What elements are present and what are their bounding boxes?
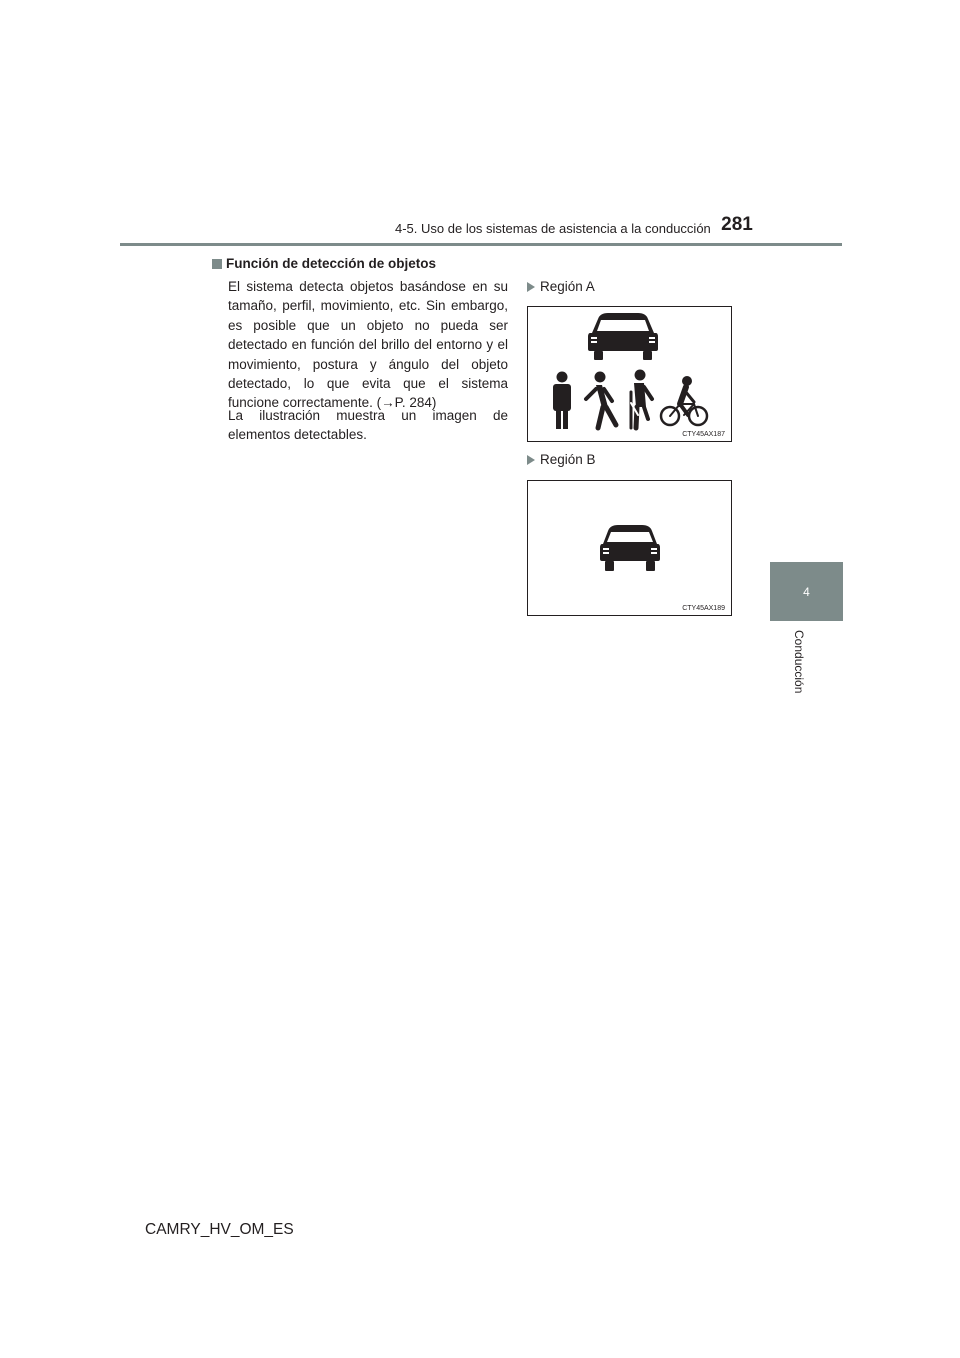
figure-b-code: CTY45AX189 (682, 605, 725, 612)
walking-person-icon (586, 372, 616, 429)
figure-b-illustration (528, 481, 733, 617)
chapter-label: Conducción (792, 630, 806, 694)
square-bullet-icon (212, 259, 222, 269)
chapter-tab[interactable] (770, 562, 843, 621)
figure-region-a (527, 306, 732, 442)
section-heading-text: Función de detección de objetos (226, 256, 437, 271)
header-section-title: 4-5. Uso de los sistemas de asistencia a la conducción (395, 221, 711, 236)
car-icon (600, 525, 660, 571)
cyclist-icon (661, 376, 707, 425)
chapter-number: 4 (803, 584, 810, 599)
triangle-bullet-icon (527, 455, 535, 465)
body-paragraph-2: La ilustración muestra un imagen de elementos detectables. (228, 408, 508, 443)
body-paragraph-1: El sistema detecta objetos basándose en su tamaño, perfil, movimiento, etc. Sin embargo, es posible que un objeto no pueda ser detectado en función del brillo del entorno y el movimiento, postura y ángulo del objeto detectado, lo que evita que el sistema funcione correctamente. (→P. 284) (228, 279, 508, 411)
figure-a-label-text: Región A (540, 279, 595, 294)
page-number: 281 (721, 214, 753, 235)
figure-b-label-text: Región B (540, 452, 596, 467)
car-icon (588, 313, 658, 360)
triangle-bullet-icon (527, 282, 535, 292)
figure-a-code: CTY45AX187 (682, 431, 725, 438)
manual-code: CAMRY_HV_OM_ES (145, 1221, 294, 1238)
section-heading (212, 256, 512, 271)
figure-region-b (527, 480, 732, 616)
figure-a-label (527, 279, 595, 294)
standing-person-icon (553, 372, 571, 430)
header-divider (120, 243, 842, 246)
figure-a-illustration (528, 307, 733, 443)
figure-b-label (527, 452, 596, 467)
person-with-bicycle-icon (631, 370, 652, 429)
